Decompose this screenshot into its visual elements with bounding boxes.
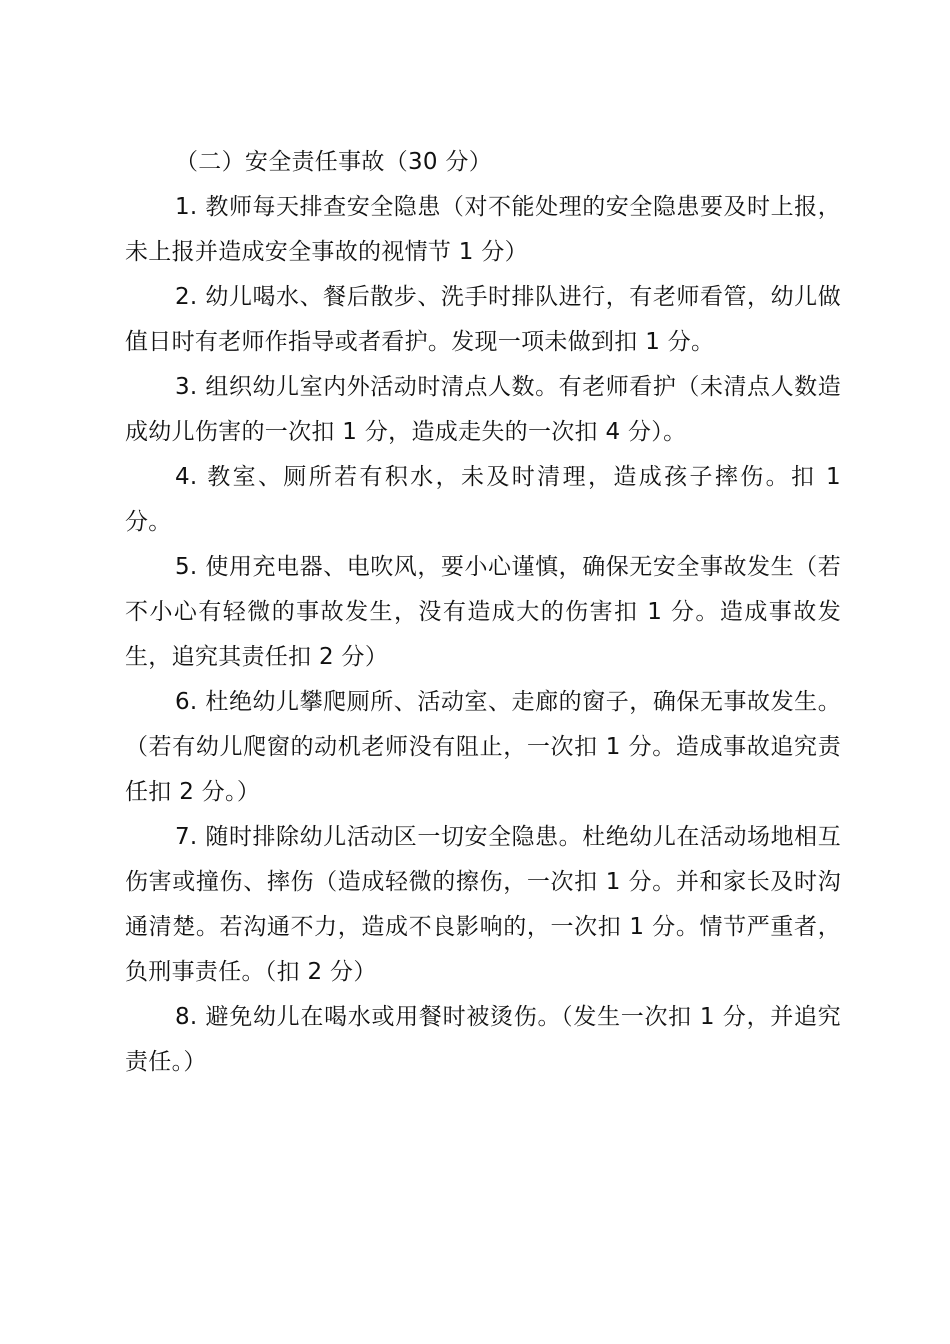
rule-item-2: 2. 幼儿喝水、餐后散步、洗手时排队进行，有老师看管，幼儿做值日时有老师作指导或者看护。发现一项未做到扣 1 分。 [125, 284, 841, 355]
section-heading: （二）安全责任事故（30 分） [175, 149, 493, 175]
rule-item-7: 7. 随时排除幼儿活动区一切安全隐患。杜绝幼儿在活动场地相互伤害或撞伤、摔伤（造成轻微的擦伤，一次扣 1 分。并和家长及时沟通清楚。若沟通不力，造成不良影响的，一次扣 1 分。情节严重者，负刑事责任。（扣 2 分） [125, 824, 841, 985]
document-body [125, 140, 841, 1085]
rule-item-5: 5. 使用充电器、电吹风，要小心谨慎，确保无安全事故发生（若不小心有轻微的事故发生，没有造成大的伤害扣 1 分。造成事故发生，追究其责任扣 2 分） [125, 554, 841, 670]
rule-item-3: 3. 组织幼儿室内外活动时清点人数。有老师看护（未清点人数造成幼儿伤害的一次扣 1 分，造成走失的一次扣 4 分）。 [125, 374, 841, 445]
rule-item-4: 4. 教室、厕所若有积水，未及时清理，造成孩子摔伤。扣 1 分。 [125, 464, 841, 535]
rule-item-6: 6. 杜绝幼儿攀爬厕所、活动室、走廊的窗子，确保无事故发生。（若有幼儿爬窗的动机老师没有阻止，一次扣 1 分。造成事故追究责任扣 2 分。） [125, 689, 841, 805]
rule-item-8: 8. 避免幼儿在喝水或用餐时被烫伤。（发生一次扣 1 分，并追究责任。） [125, 1004, 841, 1075]
rule-item-1: 1. 教师每天排查安全隐患（对不能处理的安全隐患要及时上报，未上报并造成安全事故的视情节 1 分） [125, 194, 841, 265]
